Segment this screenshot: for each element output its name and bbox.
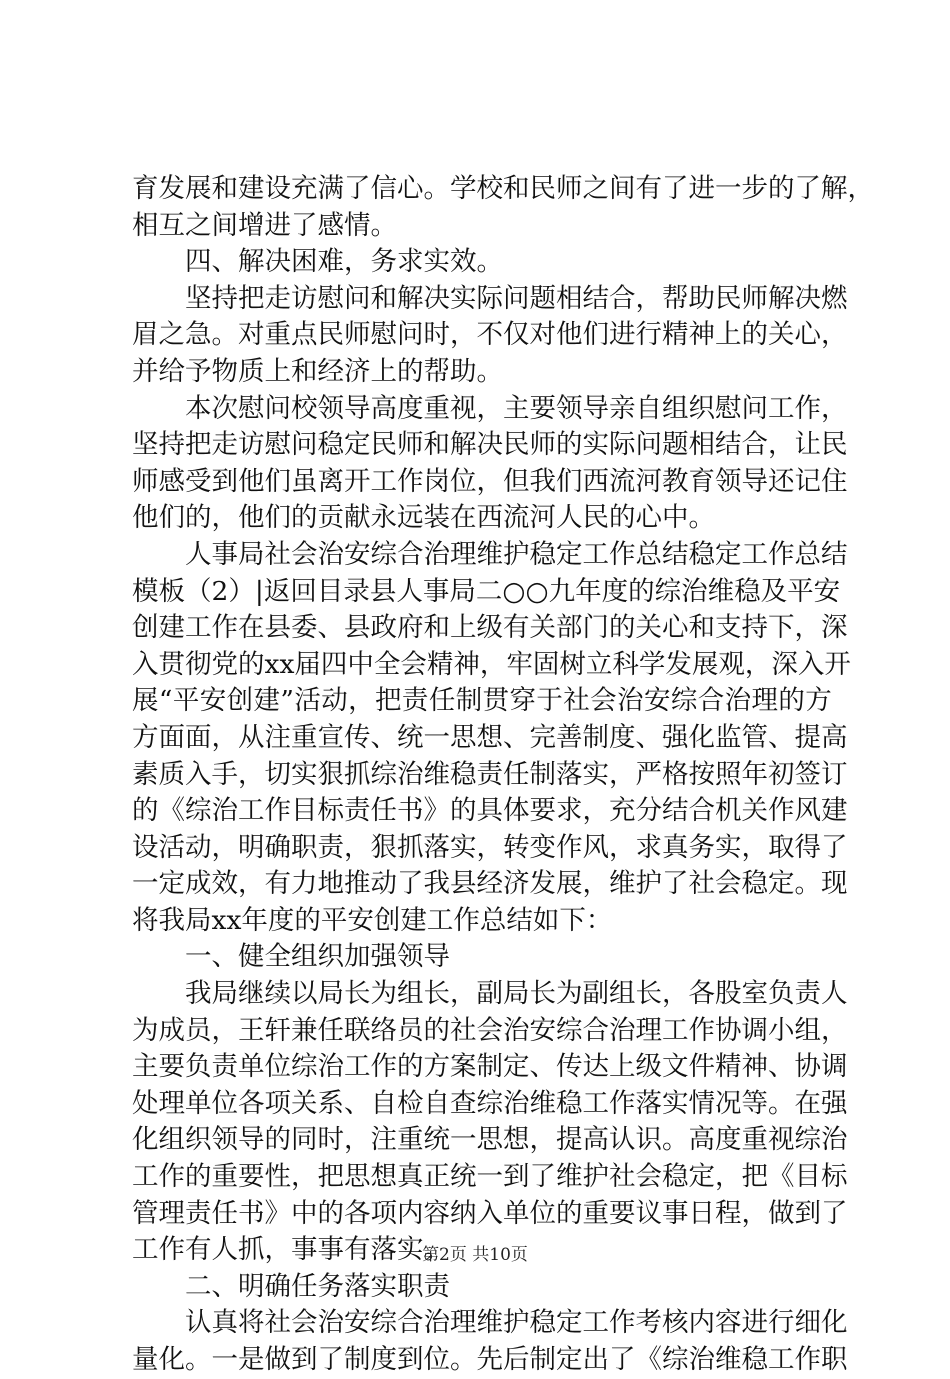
text-line: 师 感 受 到 他 们 虽 离 开 工 作 岗 位 ， 但 我 们 西 流 河 教 育 领 导 还 记 住 (132, 465, 848, 497)
text-line: 我 局 继 续 以 局 长 为 组 长 ， 副 局 长 为 副 组 长 ， 各 股 室 负 责 人 (185, 978, 848, 1010)
text-line: 人 事 局 社 会 治 安 综 合 治 理 维 护 稳 定 工 作 总 结 稳 定 工 作 总 结 (185, 538, 848, 570)
text-line: 素 质 入 手 ， 切 实 狠 抓 综 治 维 稳 责 任 制 落 实 ， 严 格 按 照 年 初 签 订 (132, 758, 848, 790)
text-line: 工作有人抓，事事有落实。 (132, 1234, 450, 1266)
page-footer: 第2页 共10页 (422, 1245, 528, 1265)
text-line: 主 要 负 责 单 位 综 治 工 作 的 方 案 制 定 、 传 达 上 级 文 件 精 神 、 协 调 (132, 1051, 848, 1083)
text-line: 本 次 慰 问 校 领 导 高 度 重 视 ， 主 要 领 导 亲 自 组 织 慰 问 工 作 ， (185, 392, 848, 424)
text-line: 坚 持 把 走 访 慰 问 和 解 决 实 际 问 题 相 结 合 ， 帮 助 民 师 解 决 燃 (185, 282, 848, 314)
text-line: 模 板 （ 2 ） | 返 回 目 录 县 人 事 局 二 ○ ○ 九 年 度 的 综 治 维 稳 及 平 安 (132, 575, 841, 607)
text-line: 眉 之 急 。 对 重 点 民 师 慰 问 时 ， 不 仅 对 他 们 进 行 精 神 上 的 关 心 ， (132, 319, 848, 351)
text-line: 坚 持 把 走 访 慰 问 稳 定 民 师 和 解 决 民 师 的 实 际 问 题 相 结 合 ， 让 民 (132, 429, 848, 461)
text-line: 工 作 的 重 要 性 ， 把 思 想 真 正 统 一 到 了 维 护 社 会 稳 定 ， 把 《 目 标 (132, 1161, 848, 1193)
text-line: 一 定 成 效 ， 有 力 地 推 动 了 我 县 经 济 发 展 ， 维 护 了 社 会 稳 定 。 现 (132, 868, 848, 900)
text-line: 方 面 面 ， 从 注 重 宣 传 、 统 一 思 想 、 完 善 制 度 、 强 化 监 管 、 提 高 (132, 721, 848, 753)
text-line: 管 理 责 任 书 》 中 的 各 项 内 容 纳 入 单 位 的 重 要 议 事 日 程 ， 做 到 了 (132, 1197, 848, 1229)
text-line: 量 化 。 一 是 做 到 了 制 度 到 位 。 先 后 制 定 出 了 《 综 治 维 稳 工 作 职 (132, 1344, 848, 1375)
text-line: 创 建 工 作 在 县 委 、 县 政 府 和 上 级 有 关 部 门 的 关 心 和 支 持 下 ， 深 (132, 612, 848, 644)
text-line: 设 活 动 ， 明 确 职 责 ， 狠 抓 落 实 ， 转 变 作 风 ， 求 真 务 实 ， 取 得 了 (132, 831, 848, 863)
text-line: 将我局xx年度的平安创建工作总结如下： (132, 904, 613, 936)
text-line: 一、健全组织加强领导 (132, 941, 450, 973)
text-line: 认 真 将 社 会 治 安 综 合 治 理 维 护 稳 定 工 作 考 核 内 容 进 行 细 化 (185, 1307, 848, 1339)
text-line: 四、解决困难，务求实效。 (132, 246, 503, 278)
text-line: 二、明确任务落实职责 (132, 1270, 450, 1302)
text-line: 展 “ 平 安 创 建 ” 活 动 ， 把 责 任 制 贯 穿 于 社 会 治 安 综 合 治 理 的 方 (132, 685, 832, 717)
document-body (132, 171, 874, 1379)
text-line: 他们的，他们的贡献永远装在西流河人民的心中。 (132, 502, 715, 534)
text-line: 为 成 员 ， 王 轩 兼 任 联 络 员 的 社 会 治 安 综 合 治 理 工 作 协 调 小 组 ， (132, 1014, 848, 1046)
text-line: 相互之间增进了感情。 (132, 209, 397, 241)
text-line: 处 理 单 位 各 项 关 系 、 自 检 自 查 综 治 维 稳 工 作 落 实 情 况 等 。 在 强 (132, 1087, 848, 1119)
text-line: 入 贯 彻 党 的 xx 届 四 中 全 会 精 神 ， 牢 固 树 立 科 学 发 展 观 ， 深 入 开 (132, 648, 851, 680)
text-line: 化 组 织 领 导 的 同 时 ， 注 重 统 一 思 想 ， 提 高 认 识 。 高 度 重 视 综 治 (132, 1124, 848, 1156)
text-line: 育 发 展 和 建 设 充 满 了 信 心 。 学 校 和 民 师 之 间 有 了 进 一 步 的 了 解 ， (132, 173, 874, 204)
text-line: 的 《 综 治 工 作 目 标 责 任 书 》 的 具 体 要 求 ， 充 分 结 合 机 关 作 风 建 (132, 795, 848, 827)
text-line: 并给予物质上和经济上的帮助。 (132, 355, 503, 387)
